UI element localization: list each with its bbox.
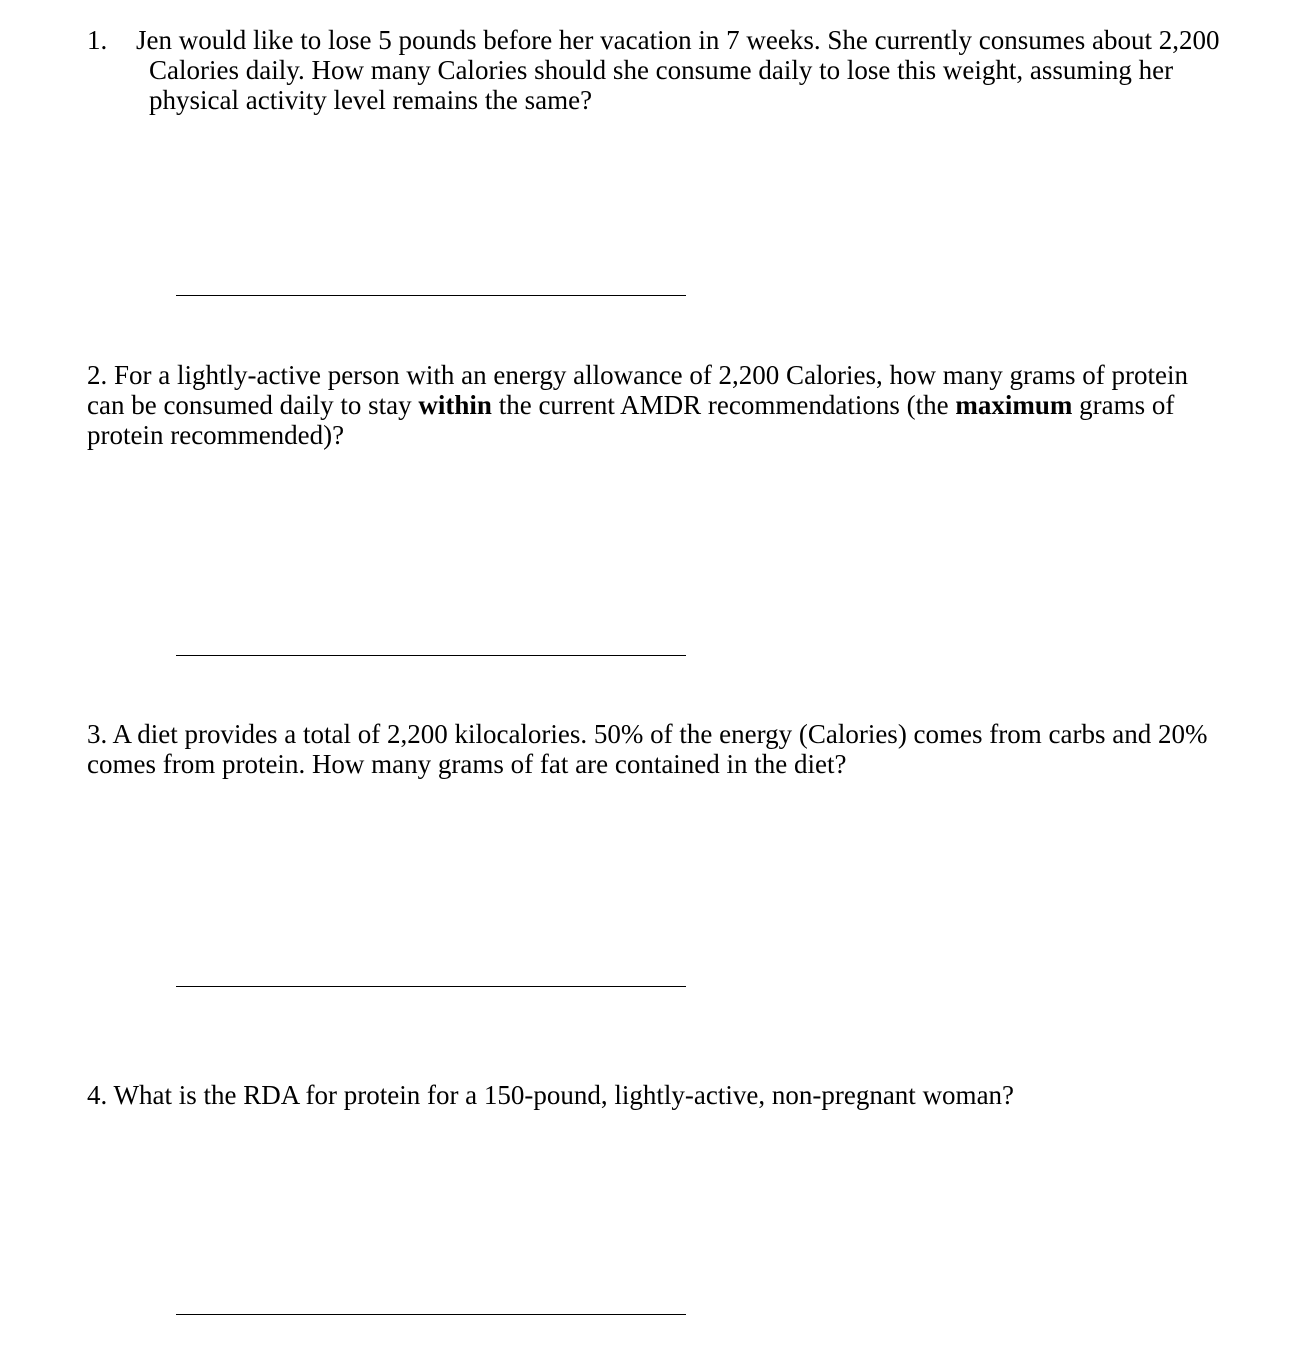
question-1-number: 1. [87,25,108,55]
answer-line-1[interactable] [176,295,686,296]
question-1-line-1: Jen would like to lose 5 pounds before her vacation in 7 weeks. She currently consumes about 2,200 [136,25,1220,55]
question-2-line-2-start: can be consumed daily to stay [87,390,419,420]
question-3-line-1: 3. A diet provides a total of 2,200 kilocalories. 50% of the energy (Calories) comes from carbs and 20% [87,719,1208,749]
answer-line-4[interactable] [176,1314,686,1315]
emphasis-maximum: maximum [955,390,1073,420]
emphasis-within: within [418,390,492,420]
answer-line-2[interactable] [176,655,686,656]
question-2-line-2 [87,390,1174,420]
question-4-line-1: 4. What is the RDA for protein for a 150-pound, lightly-active, non-pregnant woman? [87,1080,1015,1110]
question-3-line-2: comes from protein. How many grams of fat are contained in the diet? [87,749,847,779]
question-2-line-2-end: grams of [1072,390,1175,420]
question-2-line-1: 2. For a lightly-active person with an energy allowance of 2,200 Calories, how many grams of protein [87,360,1188,390]
question-1-line-3: physical activity level remains the same? [149,85,593,115]
question-2-line-2-middle: the current AMDR recommendations (the [491,390,956,420]
answer-line-3[interactable] [176,986,686,987]
question-2-line-3: protein recommended)? [87,420,345,450]
question-1-line-2: Calories daily. How many Calories should she consume daily to lose this weight, assuming her [149,55,1174,85]
